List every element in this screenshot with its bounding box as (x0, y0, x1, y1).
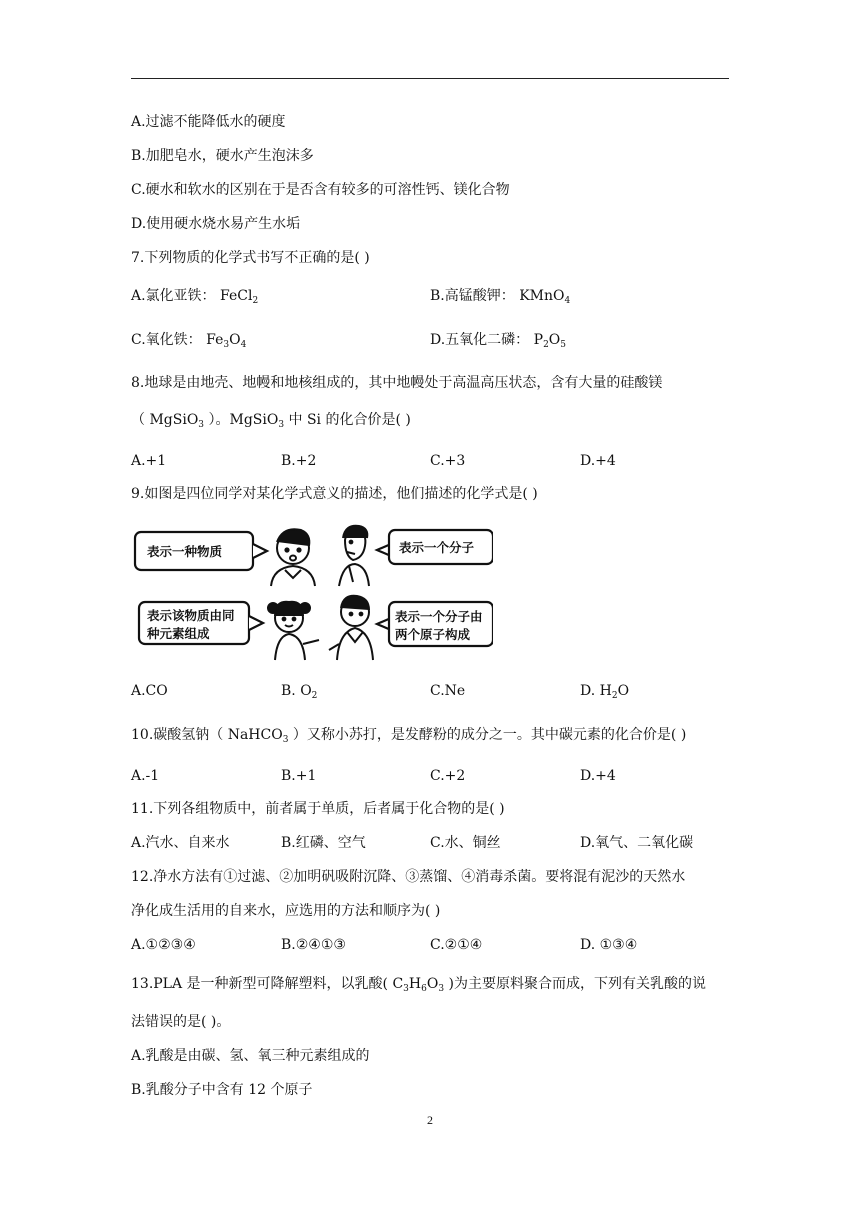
q6-option-a: A.过滤不能降低水的硬度 (131, 114, 286, 130)
bubble-1-text: 表示一种物质 (147, 544, 223, 559)
q8-option-d: D.+4 (580, 453, 616, 469)
speech-bubble-2 (377, 530, 493, 564)
q13-option-b: B.乳酸分子中含有 12 个原子 (131, 1082, 313, 1098)
q6-option-b: B.加肥皂水，硬水产生泡沫多 (131, 148, 314, 164)
q7-option-d: D.五氧化二磷： $P_2O_5$ (430, 332, 567, 350)
student-boy-1-icon (271, 529, 315, 586)
q12-option-b: B.②④①③ (281, 937, 346, 953)
q11-option-a: A.汽水、自来水 (131, 835, 230, 851)
student-boy-3-icon (329, 596, 373, 660)
q9-option-b: B. $O_2$ (281, 683, 318, 701)
q8-stem-line1: 8.地球是由地壳、地幔和地核组成的，其中地幔处于高温高压状态，含有大量的硅酸镁 (131, 375, 663, 391)
q11-option-c: C.水、铜丝 (430, 835, 501, 851)
q10-stem: 10.碳酸氢钠（ NaHCO$_3$ ）又称小苏打，是发酵粉的成分之一。其中碳元素的化合价是( ) (131, 727, 687, 745)
bubble-4-text-line1: 表示一个分子由 (395, 609, 483, 624)
q9-figure (133, 520, 493, 672)
q9-stem: 9.如图是四位同学对某化学式意义的描述，他们描述的化学式是( ) (131, 486, 538, 502)
q9-option-d: D. $H_2O$ (580, 683, 630, 701)
q7-option-c: C.氧化铁： $Fe_3O_4$ (131, 332, 247, 350)
q12-option-d: D. ①③④ (580, 937, 638, 953)
q7-option-b: B.高锰酸钾： KMnO$_4$ (430, 288, 571, 306)
bubble-2-text: 表示一个分子 (399, 540, 475, 555)
q10-option-b: B.+1 (281, 768, 317, 784)
q10-option-c: C.+2 (430, 768, 466, 784)
q8-option-b: B.+2 (281, 453, 317, 469)
q13-stem-line1: 13.PLA 是一种新型可降解塑料，以乳酸( $C_3H_6O_3$ )为主要原料聚合而成，下列有关乳酸的说 (131, 976, 706, 994)
q12-option-a: A.①②③④ (131, 937, 196, 953)
q6-option-c: C.硬水和软水的区别在于是否含有较多的可溶性钙、镁化合物 (131, 182, 510, 198)
q10-option-a: A.-1 (131, 768, 160, 784)
q8-option-c: C.+3 (430, 453, 466, 469)
q13-option-a: A.乳酸是由碳、氢、氧三种元素组成的 (131, 1048, 370, 1064)
q7-option-a: A.氯化亚铁： FeCl$_2$ (131, 288, 259, 306)
q11-option-b: B.红磷、空气 (281, 835, 366, 851)
student-girl-icon (268, 602, 319, 660)
q8-option-a: A.+1 (131, 453, 167, 469)
bubble-3-text-line2: 种元素组成 (147, 626, 210, 641)
q13-stem-line2: 法错误的是( )。 (131, 1014, 231, 1030)
header-rule (131, 78, 729, 79)
bubble-3-text-line1: 表示该物质由同 (147, 608, 235, 623)
q11-stem: 11.下列各组物质中，前者属于单质，后者属于化合物的是( ) (131, 801, 505, 817)
speech-bubble-4 (377, 602, 493, 646)
speech-bubble-1 (135, 532, 267, 570)
q7-stem: 7.下列物质的化学式书写不正确的是( ) (131, 250, 370, 266)
student-boy-2-icon (339, 526, 369, 586)
q12-stem-line1: 12.净水方法有①过滤、②加明矾吸附沉降、③蒸馏、④消毒杀菌。要将混有泥沙的天然水 (131, 869, 686, 885)
q10-option-d: D.+4 (580, 768, 616, 784)
q6-option-d: D.使用硬水烧水易产生水垢 (131, 216, 301, 232)
q12-option-c: C.②①④ (430, 937, 483, 953)
q9-option-c: C.Ne (430, 683, 466, 699)
speech-bubble-3 (139, 602, 263, 644)
q8-stem-line2: （ MgSiO$_3$ ）。MgSiO$_3$ 中 Si 的化合价是( ) (131, 412, 411, 430)
page-number: 2 (427, 1113, 433, 1127)
q9-option-a: A.CO (131, 683, 168, 699)
q11-option-d: D.氧气、二氧化碳 (580, 835, 694, 851)
bubble-4-text-line2: 两个原子构成 (395, 627, 471, 642)
q12-stem-line2: 净化成生活用的自来水，应选用的方法和顺序为( ) (131, 903, 441, 919)
